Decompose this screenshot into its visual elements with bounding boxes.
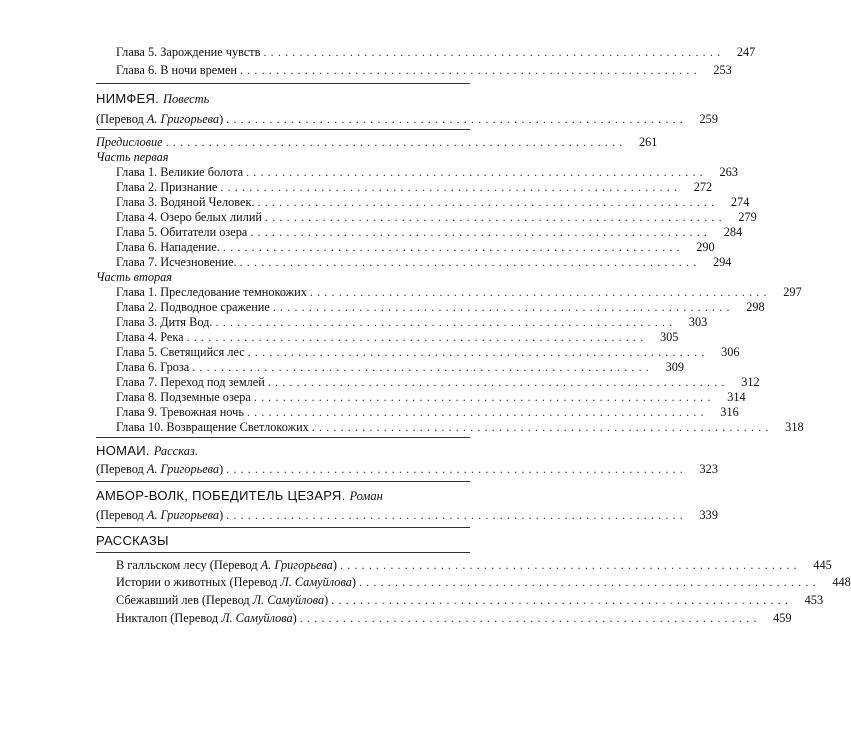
section-heading	[96, 487, 383, 505]
page-number: 459	[773, 611, 792, 625]
toc-entry	[116, 390, 746, 405]
translation-label: (Перевод А. Григорьева)	[96, 112, 224, 126]
page-number: 261	[638, 135, 658, 149]
toc-entry	[116, 360, 685, 375]
dot-leader: ................................................................	[299, 611, 761, 625]
toc-entry	[116, 45, 756, 60]
chapter-title: Глава 5. Обитатели озера	[116, 225, 248, 239]
chapter-title: Глава 8. Подземные озера	[116, 390, 251, 404]
dot-leader: ................................................................	[358, 575, 820, 589]
work-title: НИМФЕЯ.	[96, 91, 160, 106]
story-title: Сбежавший лев (Перевод Л. Самуйлова)	[116, 593, 329, 607]
work-genre: Рассказ.	[153, 444, 198, 458]
page-number: 323	[699, 462, 718, 476]
page-number: 312	[741, 375, 760, 389]
page-number: 272	[693, 180, 713, 194]
page-number: 263	[719, 165, 738, 179]
toc-entry	[116, 195, 750, 210]
section-divider	[96, 83, 470, 84]
toc-entry	[116, 405, 739, 420]
dot-leader: ................................................................	[247, 345, 709, 359]
story-title: В галльском лесу (Перевод А. Григорьева)	[116, 558, 337, 572]
toc-entry	[116, 63, 732, 78]
toc-entry	[116, 593, 824, 608]
dot-leader: ................................................................	[215, 315, 677, 329]
page-number: 279	[738, 210, 757, 224]
toc-entry	[116, 180, 713, 195]
page-number: 298	[746, 300, 765, 314]
translator-name: Л. Самуйлова	[221, 611, 293, 625]
dot-leader: ................................................................	[192, 360, 654, 374]
story-title: Истории о животных (Перевод Л. Самуйлова)	[116, 575, 356, 589]
chapter-title: Глава 2. Подводное сражение	[116, 300, 270, 314]
chapter-title: Глава 3. Дитя Вод.	[116, 315, 213, 329]
chapter-title: Глава 1. Великие болота	[116, 165, 244, 179]
translator-name: Л. Самуйлова	[280, 575, 352, 589]
section-divider	[96, 527, 470, 528]
chapter-title: Глава 4. Озеро белых лилий	[116, 210, 263, 224]
toc-entry	[116, 330, 679, 345]
dot-leader: ................................................................	[250, 225, 712, 239]
toc-entry	[116, 225, 743, 240]
page-number: 274	[730, 195, 750, 209]
chapter-title: Глава 2. Признание	[116, 180, 218, 194]
toc-entry	[116, 300, 765, 315]
dot-leader: ................................................................	[331, 593, 793, 607]
preface-title: Предисловие	[96, 135, 163, 149]
story-title: Никталоп (Перевод Л. Самуйлова)	[116, 611, 297, 625]
page-number: 247	[736, 45, 756, 59]
chapter-title: Глава 6. В ночи времен	[116, 63, 238, 77]
chapter-title: Глава 5. Зарождение чувств	[116, 45, 261, 59]
toc-entry	[116, 255, 732, 270]
chapter-title: Глава 5. Светящийся лес	[116, 345, 245, 359]
toc-entry	[116, 611, 792, 626]
section-divider	[96, 129, 470, 130]
dot-leader: ................................................................	[309, 285, 771, 299]
part-label: Часть первая	[96, 150, 169, 164]
page-number: 453	[804, 593, 824, 607]
dot-leader: ................................................................	[272, 300, 734, 314]
dot-leader: ................................................................	[186, 330, 648, 344]
dot-leader: ................................................................	[246, 165, 707, 179]
page-number: 445	[813, 558, 832, 572]
toc-page	[96, 0, 851, 750]
toc-entry	[116, 558, 832, 573]
toc-entry	[116, 285, 802, 300]
work-genre: Повесть	[163, 92, 210, 106]
dot-leader: ................................................................	[267, 375, 729, 389]
dot-leader: ................................................................	[226, 462, 687, 476]
dot-leader: ................................................................	[265, 210, 726, 224]
chapter-title: Глава 7. Исчезновение.	[116, 255, 237, 269]
page-number: 339	[699, 508, 718, 522]
section-divider	[96, 437, 470, 438]
dot-leader: ................................................................	[339, 558, 801, 572]
part-label: Часть вторая	[96, 270, 173, 284]
page-number: 259	[699, 112, 718, 126]
chapter-title: Глава 6. Гроза	[116, 360, 190, 374]
section-heading	[96, 90, 209, 108]
page-number: 316	[720, 405, 739, 419]
page-number: 309	[665, 360, 685, 374]
toc-entry	[116, 210, 757, 225]
dot-leader: ................................................................	[246, 405, 708, 419]
chapter-title: Глава 4. Река	[116, 330, 184, 344]
toc-entry	[116, 575, 851, 590]
section-heading	[96, 442, 198, 460]
work-title: РАССКАЗЫ	[96, 533, 169, 548]
page-number: 290	[696, 240, 715, 254]
work-title: НОМАИ.	[96, 443, 150, 458]
translation-label: (Перевод А. Григорьева)	[96, 508, 224, 522]
toc-entry	[96, 135, 658, 150]
chapter-title: Глава 6. Нападение.	[116, 240, 220, 254]
translation-entry	[96, 508, 718, 523]
dot-leader: ................................................................	[226, 508, 687, 522]
toc-entry	[116, 315, 708, 330]
page-number: 303	[688, 315, 708, 329]
translator-name: Л. Самуйлова	[252, 593, 325, 607]
section-divider	[96, 552, 470, 553]
translator-name: А. Григорьева	[146, 462, 220, 476]
section-divider	[96, 481, 470, 482]
translator-name: А. Григорьева	[260, 558, 333, 572]
page-number: 305	[660, 330, 679, 344]
page-number: 306	[721, 345, 740, 359]
dot-leader: ................................................................	[253, 390, 715, 404]
toc-entry	[116, 240, 715, 255]
translation-entry	[96, 462, 718, 477]
translator-name: А. Григорьева	[146, 112, 220, 126]
dot-leader: ................................................................	[257, 195, 719, 209]
chapter-title: Глава 10. Возвращение Светлокожих	[116, 420, 309, 434]
dot-leader: ................................................................	[226, 112, 687, 126]
toc-entry	[116, 345, 740, 360]
chapter-title: Глава 7. Переход под землей	[116, 375, 265, 389]
work-genre: Роман	[349, 489, 383, 503]
toc-entry	[116, 165, 738, 180]
toc-entry	[116, 375, 760, 390]
dot-leader: ................................................................	[165, 135, 627, 149]
dot-leader: ................................................................	[222, 240, 684, 254]
translation-label: (Перевод А. Григорьева)	[96, 462, 224, 476]
page-number: 297	[783, 285, 802, 299]
translator-name: А. Григорьева	[146, 508, 220, 522]
page-number: 284	[723, 225, 743, 239]
section-heading	[96, 532, 169, 550]
chapter-title: Глава 9. Тревожная ночь	[116, 405, 244, 419]
page-number: 294	[712, 255, 732, 269]
page-number: 318	[785, 420, 804, 434]
work-title: АМБОР-ВОЛК, ПОБЕДИТЕЛЬ ЦЕЗАРЯ.	[96, 488, 346, 503]
translation-entry	[96, 112, 718, 127]
chapter-title: Глава 3. Водяной Человек.	[116, 195, 255, 209]
toc-entry	[116, 420, 804, 435]
dot-leader: ................................................................	[220, 180, 682, 194]
page-number: 448	[832, 575, 851, 589]
page-number: 253	[713, 63, 732, 77]
chapter-title: Глава 1. Преследование темнокожих	[116, 285, 307, 299]
dot-leader: ................................................................	[240, 63, 701, 77]
dot-leader: ................................................................	[239, 255, 701, 269]
page-number: 314	[727, 390, 746, 404]
dot-leader: ................................................................	[311, 420, 773, 434]
dot-leader: ................................................................	[263, 45, 725, 59]
